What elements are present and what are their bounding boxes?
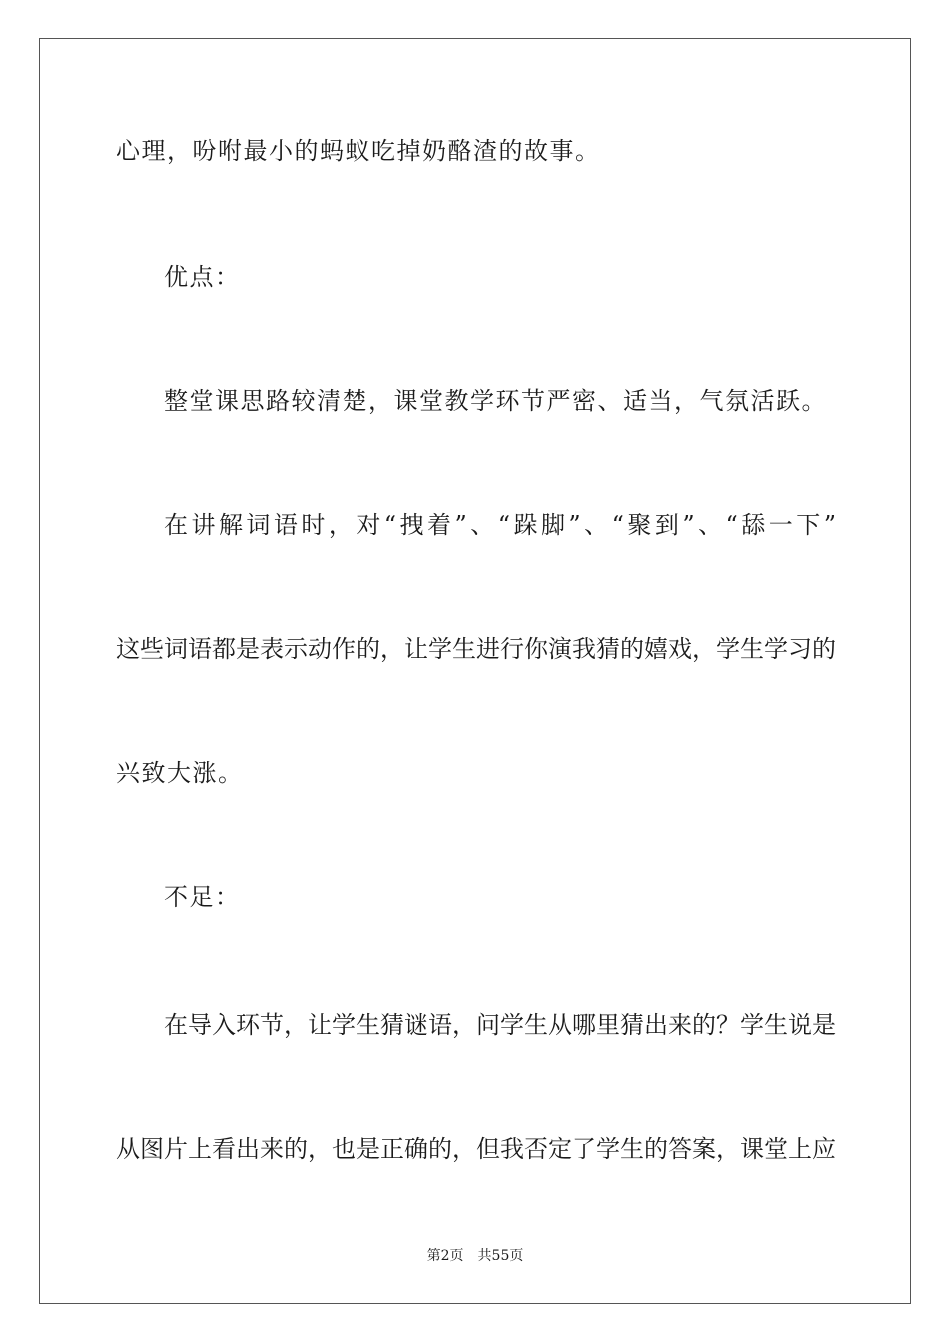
text-line-8: 在导入环节，让学生猜谜语，问学生从哪里猜出来的？学生说是	[164, 1011, 836, 1039]
page-number: 第2页	[426, 1248, 464, 1264]
text-line-5: 这些词语都是表示动作的，让学生进行你演我猜的嬉戏，学生学习的	[116, 635, 836, 663]
text-line-3: 整堂课思路较清楚，课堂教学环节严密、适当，气氛活跃。	[164, 387, 827, 415]
text-line-6: 兴致大涨。	[116, 759, 244, 787]
text-line-1: 心理，吩咐最小的蚂蚁吃掉奶酪渣的故事。	[116, 137, 601, 165]
heading-advantages: 优点：	[164, 263, 241, 291]
page-border	[39, 38, 911, 1304]
page-footer	[0, 1247, 950, 1265]
heading-shortcomings: 不足：	[164, 883, 241, 911]
text-line-9: 从图片上看出来的，也是正确的，但我否定了学生的答案，课堂上应	[116, 1135, 836, 1163]
text-line-4: 在讲解词语时，对“拽着”、“跺脚”、“聚到”、“舔一下”	[164, 511, 836, 539]
page-total: 共55页	[477, 1248, 524, 1264]
